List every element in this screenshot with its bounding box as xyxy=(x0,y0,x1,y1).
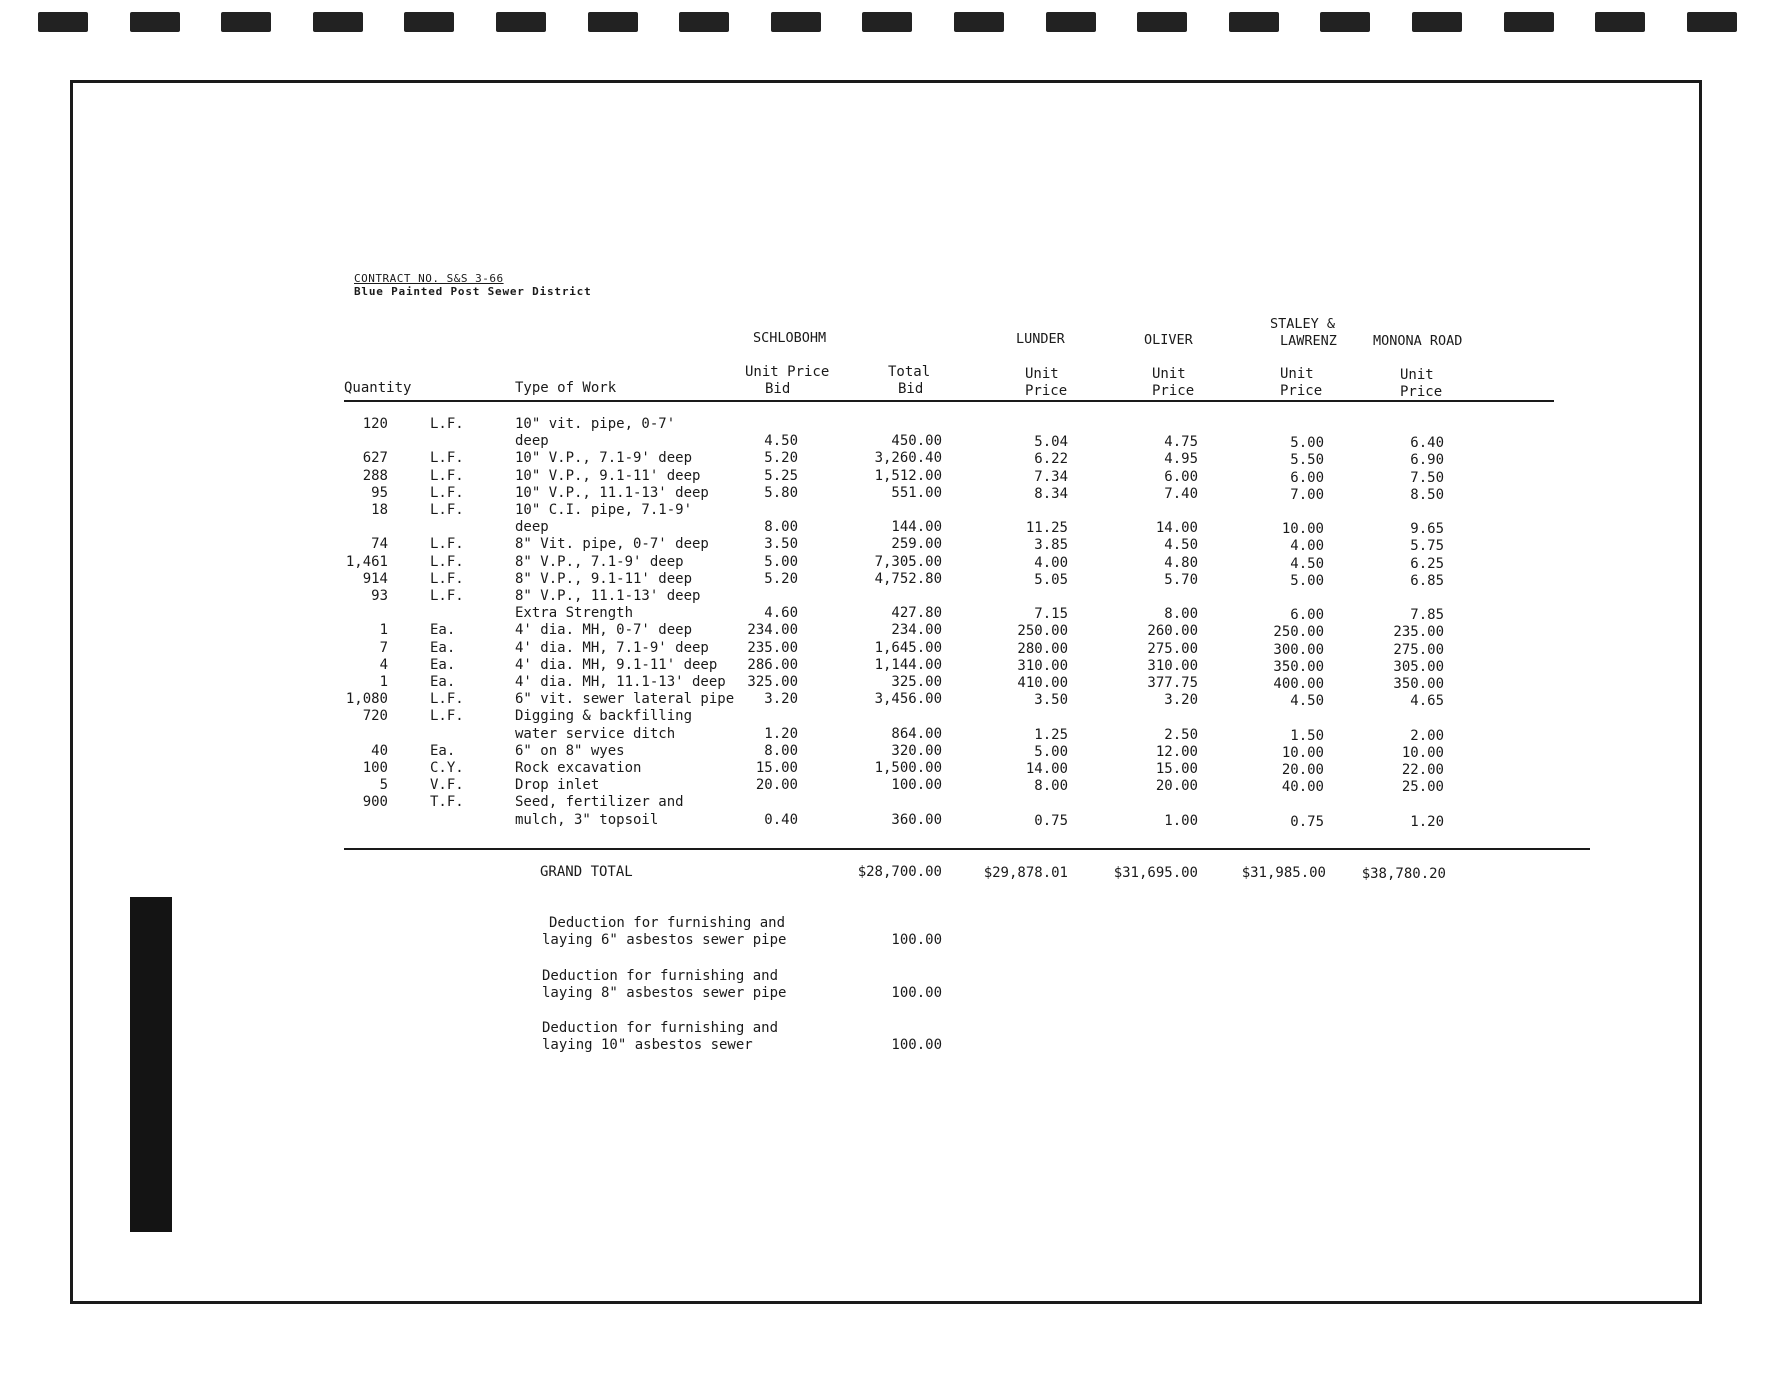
row-quantity: 95 xyxy=(371,484,388,501)
row-type-of-work: 4' dia. MH, 9.1-11' deep xyxy=(515,656,718,673)
row-lunder-price: 7.34 xyxy=(1034,468,1068,485)
row-quantity: 288 xyxy=(362,467,388,484)
lunder-unit-header: Unit xyxy=(1025,366,1059,382)
row-type-of-work: 10" V.P., 7.1-9' deep xyxy=(515,450,693,467)
row-staley-price: 5.00 xyxy=(1290,435,1324,452)
row-staley-price: 1.50 xyxy=(1290,727,1324,744)
row-monona-price: 10.00 xyxy=(1401,744,1444,761)
row-schlobohm-unit-price: 235.00 xyxy=(747,639,798,656)
row-unit: L.F. xyxy=(430,450,464,467)
perforation-hole xyxy=(679,12,729,32)
row-monona-price: 5.75 xyxy=(1410,538,1444,555)
row-monona-price: 6.40 xyxy=(1410,435,1444,452)
perforation-hole xyxy=(38,12,88,32)
row-lunder-price: 1.25 xyxy=(1034,726,1068,743)
row-schlobohm-total: 1,645.00 xyxy=(874,639,942,656)
row-lunder-price: 3.85 xyxy=(1034,537,1068,554)
row-schlobohm-total: 3,456.00 xyxy=(874,691,942,708)
row-type-of-work: 6" vit. sewer lateral pipe xyxy=(515,691,735,708)
row-unit: L.F. xyxy=(430,588,464,604)
row-type-of-work: 4' dia. MH, 7.1-9' deep xyxy=(515,639,709,656)
row-quantity: 1 xyxy=(379,622,388,639)
row-quantity: 720 xyxy=(362,708,388,725)
row-unit: L.F. xyxy=(430,484,464,501)
row-schlobohm-unit-price: 5.20 xyxy=(764,570,798,587)
perforation-hole xyxy=(1595,12,1645,32)
row-oliver-price: 4.95 xyxy=(1164,451,1198,468)
row-oliver-price: 4.50 xyxy=(1164,537,1198,554)
row-staley-price: 4.00 xyxy=(1290,538,1324,555)
row-staley-price: 10.00 xyxy=(1281,521,1324,538)
row-schlobohm-unit-price: 0.40 xyxy=(764,811,798,828)
row-lunder-price: 7.15 xyxy=(1034,606,1068,623)
grand-total-lunder: $29,878.01 xyxy=(983,865,1068,881)
row-staley-price: 10.00 xyxy=(1281,744,1324,761)
perforation-hole xyxy=(404,12,454,32)
row-oliver-price: 20.00 xyxy=(1155,778,1198,795)
row-quantity: 1,080 xyxy=(345,691,388,708)
row-type-of-work: 10" V.P., 9.1-11' deep xyxy=(515,467,701,484)
row-oliver-price: 5.70 xyxy=(1164,571,1198,588)
row-schlobohm-total: 7,305.00 xyxy=(874,553,942,570)
perforation-hole xyxy=(1229,12,1279,32)
row-schlobohm-unit-price: 1.20 xyxy=(764,725,798,742)
row-schlobohm-unit-price: 20.00 xyxy=(755,777,798,794)
row-schlobohm-unit-price: 4.50 xyxy=(764,433,798,450)
row-schlobohm-unit-price: 286.00 xyxy=(747,656,798,673)
row-oliver-price: 12.00 xyxy=(1155,743,1198,760)
row-staley-price: 4.50 xyxy=(1290,693,1324,710)
row-monona-price: 1.20 xyxy=(1410,813,1444,830)
row-staley-price: 6.00 xyxy=(1290,469,1324,486)
grand-total-monona: $38,780.20 xyxy=(1361,866,1446,882)
row-oliver-price: 3.20 xyxy=(1164,692,1198,709)
row-unit: L.F. xyxy=(430,570,464,587)
row-unit: V.F. xyxy=(430,777,464,794)
column-header-unit-price: Unit Price xyxy=(745,364,830,380)
oliver-price-header: Price xyxy=(1152,383,1195,399)
row-quantity: 914 xyxy=(362,570,388,587)
row-staley-price: 5.50 xyxy=(1290,452,1324,469)
row-type-of-work: 10" V.P., 11.1-13' deep xyxy=(515,484,709,501)
row-staley-price: 300.00 xyxy=(1273,641,1324,658)
row-unit: L.F. xyxy=(430,416,464,432)
row-lunder-price: 410.00 xyxy=(1017,675,1068,691)
row-unit: L.F. xyxy=(430,536,464,553)
row-unit: Ea. xyxy=(430,742,456,759)
row-lunder-price: 250.00 xyxy=(1017,623,1068,640)
row-oliver-price: 15.00 xyxy=(1155,761,1198,777)
row-lunder-price: 5.05 xyxy=(1034,571,1068,588)
deduction-amount: 100.00 xyxy=(891,932,942,948)
total-rule xyxy=(344,848,1590,850)
perforation-hole xyxy=(1320,12,1370,32)
row-schlobohm-total: 100.00 xyxy=(891,777,942,794)
row-monona-price: 235.00 xyxy=(1393,624,1444,641)
row-lunder-price: 14.00 xyxy=(1025,761,1068,777)
row-lunder-price: 310.00 xyxy=(1017,657,1068,674)
row-unit: Ea. xyxy=(430,622,456,639)
row-type-of-work: 4' dia. MH, 0-7' deep xyxy=(515,622,693,639)
bidder-oliver: OLIVER xyxy=(1144,332,1193,348)
row-lunder-price: 280.00 xyxy=(1017,640,1068,657)
row-unit: C.Y. xyxy=(430,760,464,776)
deduction-description-line1: Deduction for furnishing and xyxy=(549,915,786,931)
row-type-of-work: 8" V.P., 7.1-9' deep xyxy=(515,553,684,570)
row-oliver-price: 2.50 xyxy=(1164,726,1198,743)
row-monona-price: 8.50 xyxy=(1410,486,1444,503)
row-quantity: 900 xyxy=(362,794,388,811)
perforation-hole xyxy=(130,12,180,32)
staley-price-header: Price xyxy=(1280,383,1323,399)
perforation-hole xyxy=(1137,12,1187,32)
perforation-hole xyxy=(771,12,821,32)
row-quantity: 40 xyxy=(371,742,388,759)
row-schlobohm-total: 325.00 xyxy=(891,674,942,690)
row-schlobohm-total: 4,752.80 xyxy=(874,570,942,587)
row-quantity: 4 xyxy=(379,656,388,673)
row-schlobohm-unit-price: 8.00 xyxy=(764,742,798,759)
row-lunder-price: 6.22 xyxy=(1034,451,1068,468)
row-oliver-price: 4.75 xyxy=(1164,434,1198,451)
perforation-hole xyxy=(862,12,912,32)
row-oliver-price: 6.00 xyxy=(1164,468,1198,485)
row-type-of-work: 4' dia. MH, 11.1-13' deep xyxy=(515,674,726,690)
deduction-description-line1: Deduction for furnishing and xyxy=(542,968,779,984)
lunder-price-header: Price xyxy=(1025,383,1068,399)
row-oliver-price: 377.75 xyxy=(1147,675,1198,691)
row-type-of-work: water service ditch xyxy=(515,725,676,742)
monona-unit-header: Unit xyxy=(1400,367,1434,383)
row-schlobohm-unit-price: 3.20 xyxy=(764,691,798,708)
row-schlobohm-unit-price: 5.00 xyxy=(764,553,798,570)
row-staley-price: 5.00 xyxy=(1290,572,1324,589)
bidder-monona-road: MONONA ROAD xyxy=(1373,333,1463,349)
row-monona-price: 25.00 xyxy=(1401,779,1444,796)
row-lunder-price: 8.00 xyxy=(1034,778,1068,795)
row-lunder-price: 4.00 xyxy=(1034,554,1068,571)
row-schlobohm-unit-price: 5.25 xyxy=(764,467,798,484)
row-type-of-work: 10" C.I. pipe, 7.1-9' xyxy=(515,502,693,518)
row-staley-price: 250.00 xyxy=(1273,624,1324,641)
row-schlobohm-total: 450.00 xyxy=(891,433,942,450)
row-staley-price: 4.50 xyxy=(1290,555,1324,572)
row-type-of-work: deep xyxy=(515,433,549,450)
row-monona-price: 7.85 xyxy=(1410,607,1444,624)
row-schlobohm-total: 1,500.00 xyxy=(874,760,942,776)
row-quantity: 627 xyxy=(362,450,388,467)
row-unit: T.F. xyxy=(430,794,464,811)
row-schlobohm-unit-price: 3.50 xyxy=(764,536,798,553)
row-quantity: 74 xyxy=(371,536,388,553)
row-monona-price: 275.00 xyxy=(1393,641,1444,658)
monona-price-header: Price xyxy=(1400,384,1443,400)
row-staley-price: 0.75 xyxy=(1290,813,1324,830)
row-type-of-work: 8" Vit. pipe, 0-7' deep xyxy=(515,536,709,553)
staley-unit-header: Unit xyxy=(1280,366,1314,382)
row-oliver-price: 260.00 xyxy=(1147,623,1198,640)
row-unit: L.F. xyxy=(430,708,464,725)
row-schlobohm-unit-price: 234.00 xyxy=(747,622,798,639)
row-schlobohm-total: 1,512.00 xyxy=(874,467,942,484)
row-lunder-price: 5.04 xyxy=(1034,434,1068,451)
row-oliver-price: 7.40 xyxy=(1164,485,1198,502)
column-header-total: Total xyxy=(888,364,931,380)
row-unit: Ea. xyxy=(430,639,456,656)
row-staley-price: 7.00 xyxy=(1290,486,1324,503)
grand-total-schlobohm: $28,700.00 xyxy=(857,864,942,880)
row-staley-price: 20.00 xyxy=(1281,762,1324,778)
column-header-total-bid: Bid xyxy=(898,381,924,397)
row-lunder-price: 11.25 xyxy=(1025,520,1068,537)
row-schlobohm-total: 360.00 xyxy=(891,811,942,828)
row-quantity: 1 xyxy=(379,674,388,690)
row-unit: L.F. xyxy=(430,467,464,484)
row-oliver-price: 275.00 xyxy=(1147,640,1198,657)
perforation-hole xyxy=(496,12,546,32)
row-monona-price: 6.25 xyxy=(1410,555,1444,572)
row-monona-price: 22.00 xyxy=(1401,762,1444,778)
row-type-of-work: Seed, fertilizer and xyxy=(515,794,684,811)
perforation-hole xyxy=(313,12,363,32)
row-schlobohm-total: 3,260.40 xyxy=(874,450,942,467)
bidder-lunder: LUNDER xyxy=(1016,331,1065,347)
row-lunder-price: 3.50 xyxy=(1034,692,1068,709)
row-quantity: 7 xyxy=(379,639,388,656)
row-schlobohm-total: 144.00 xyxy=(891,519,942,536)
row-type-of-work: mulch, 3" topsoil xyxy=(515,811,659,828)
row-oliver-price: 4.80 xyxy=(1164,554,1198,571)
row-unit: Ea. xyxy=(430,656,456,673)
row-staley-price: 40.00 xyxy=(1281,779,1324,796)
row-type-of-work: 8" V.P., 11.1-13' deep xyxy=(515,588,701,604)
row-unit: L.F. xyxy=(430,691,464,708)
deduction-description-line2: laying 10" asbestos sewer xyxy=(542,1037,753,1053)
row-monona-price: 6.90 xyxy=(1410,452,1444,469)
column-header-type-of-work: Type of Work xyxy=(515,380,617,396)
row-monona-price: 2.00 xyxy=(1410,727,1444,744)
district-name: Blue Painted Post Sewer District xyxy=(354,285,592,298)
row-quantity: 18 xyxy=(371,502,388,518)
row-schlobohm-total: 259.00 xyxy=(891,536,942,553)
row-unit: L.F. xyxy=(430,553,464,570)
row-monona-price: 7.50 xyxy=(1410,469,1444,486)
perforation-hole xyxy=(221,12,271,32)
row-lunder-price: 8.34 xyxy=(1034,485,1068,502)
perforation-hole xyxy=(1687,12,1737,32)
row-type-of-work: Extra Strength xyxy=(515,605,634,622)
row-schlobohm-unit-price: 325.00 xyxy=(747,674,798,690)
row-monona-price: 305.00 xyxy=(1393,658,1444,675)
column-header-unit-price-bid: Bid xyxy=(765,381,791,397)
row-oliver-price: 8.00 xyxy=(1164,606,1198,623)
bidder-schlobohm: SCHLOBOHM xyxy=(753,330,827,346)
row-unit: Ea. xyxy=(430,674,456,690)
row-monona-price: 4.65 xyxy=(1410,693,1444,710)
perforation-hole xyxy=(1504,12,1554,32)
perforation-hole xyxy=(588,12,638,32)
row-quantity: 1,461 xyxy=(345,553,388,570)
row-type-of-work: Drop inlet xyxy=(515,777,600,794)
deduction-description-line1: Deduction for furnishing and xyxy=(542,1020,779,1036)
row-schlobohm-total: 551.00 xyxy=(891,484,942,501)
deduction-description-line2: laying 8" asbestos sewer pipe xyxy=(542,985,787,1001)
row-type-of-work: Rock excavation xyxy=(515,760,642,776)
row-schlobohm-unit-price: 5.20 xyxy=(764,450,798,467)
row-schlobohm-total: 320.00 xyxy=(891,742,942,759)
grand-total-label: GRAND TOTAL xyxy=(540,864,633,880)
row-staley-price: 6.00 xyxy=(1290,607,1324,624)
row-schlobohm-total: 1,144.00 xyxy=(874,656,942,673)
row-type-of-work: deep xyxy=(515,519,549,536)
deduction-amount: 100.00 xyxy=(891,985,942,1001)
row-quantity: 5 xyxy=(379,777,388,794)
row-schlobohm-total: 427.80 xyxy=(891,605,942,622)
bidder-staley-line2: LAWRENZ xyxy=(1280,333,1337,349)
row-staley-price: 350.00 xyxy=(1273,658,1324,675)
row-quantity: 100 xyxy=(362,760,388,776)
row-type-of-work: 6" on 8" wyes xyxy=(515,742,625,759)
row-staley-price: 400.00 xyxy=(1273,676,1324,692)
row-schlobohm-unit-price: 4.60 xyxy=(764,605,798,622)
perforation-hole xyxy=(1046,12,1096,32)
row-type-of-work: 10" vit. pipe, 0-7' xyxy=(515,416,676,432)
row-monona-price: 350.00 xyxy=(1393,676,1444,692)
deduction-amount: 100.00 xyxy=(891,1037,942,1053)
row-monona-price: 9.65 xyxy=(1410,521,1444,538)
row-schlobohm-unit-price: 8.00 xyxy=(764,519,798,536)
row-type-of-work: 8" V.P., 9.1-11' deep xyxy=(515,570,693,587)
grand-total-staley: $31,985.00 xyxy=(1241,865,1326,881)
black-margin-block xyxy=(130,897,172,1232)
header-rule xyxy=(344,400,1554,402)
perforation-hole xyxy=(1412,12,1462,32)
row-unit: L.F. xyxy=(430,502,464,518)
row-oliver-price: 310.00 xyxy=(1147,657,1198,674)
oliver-unit-header: Unit xyxy=(1152,366,1186,382)
row-oliver-price: 1.00 xyxy=(1164,812,1198,829)
deduction-description-line2: laying 6" asbestos sewer pipe xyxy=(542,932,787,948)
perforation-hole xyxy=(954,12,1004,32)
row-lunder-price: 0.75 xyxy=(1034,812,1068,829)
row-monona-price: 6.85 xyxy=(1410,572,1444,589)
row-lunder-price: 5.00 xyxy=(1034,743,1068,760)
row-quantity: 120 xyxy=(362,416,388,432)
row-schlobohm-total: 864.00 xyxy=(891,725,942,742)
contract-number: CONTRACT NO. S&S 3-66 xyxy=(354,272,504,285)
bidder-staley-line1: STALEY & xyxy=(1270,316,1336,332)
row-oliver-price: 14.00 xyxy=(1155,520,1198,537)
row-schlobohm-unit-price: 5.80 xyxy=(764,484,798,501)
column-header-quantity: Quantity xyxy=(344,380,412,396)
row-schlobohm-total: 234.00 xyxy=(891,622,942,639)
row-schlobohm-unit-price: 15.00 xyxy=(755,760,798,776)
row-type-of-work: Digging & backfilling xyxy=(515,708,693,725)
grand-total-oliver: $31,695.00 xyxy=(1113,865,1198,881)
row-quantity: 93 xyxy=(371,588,388,604)
